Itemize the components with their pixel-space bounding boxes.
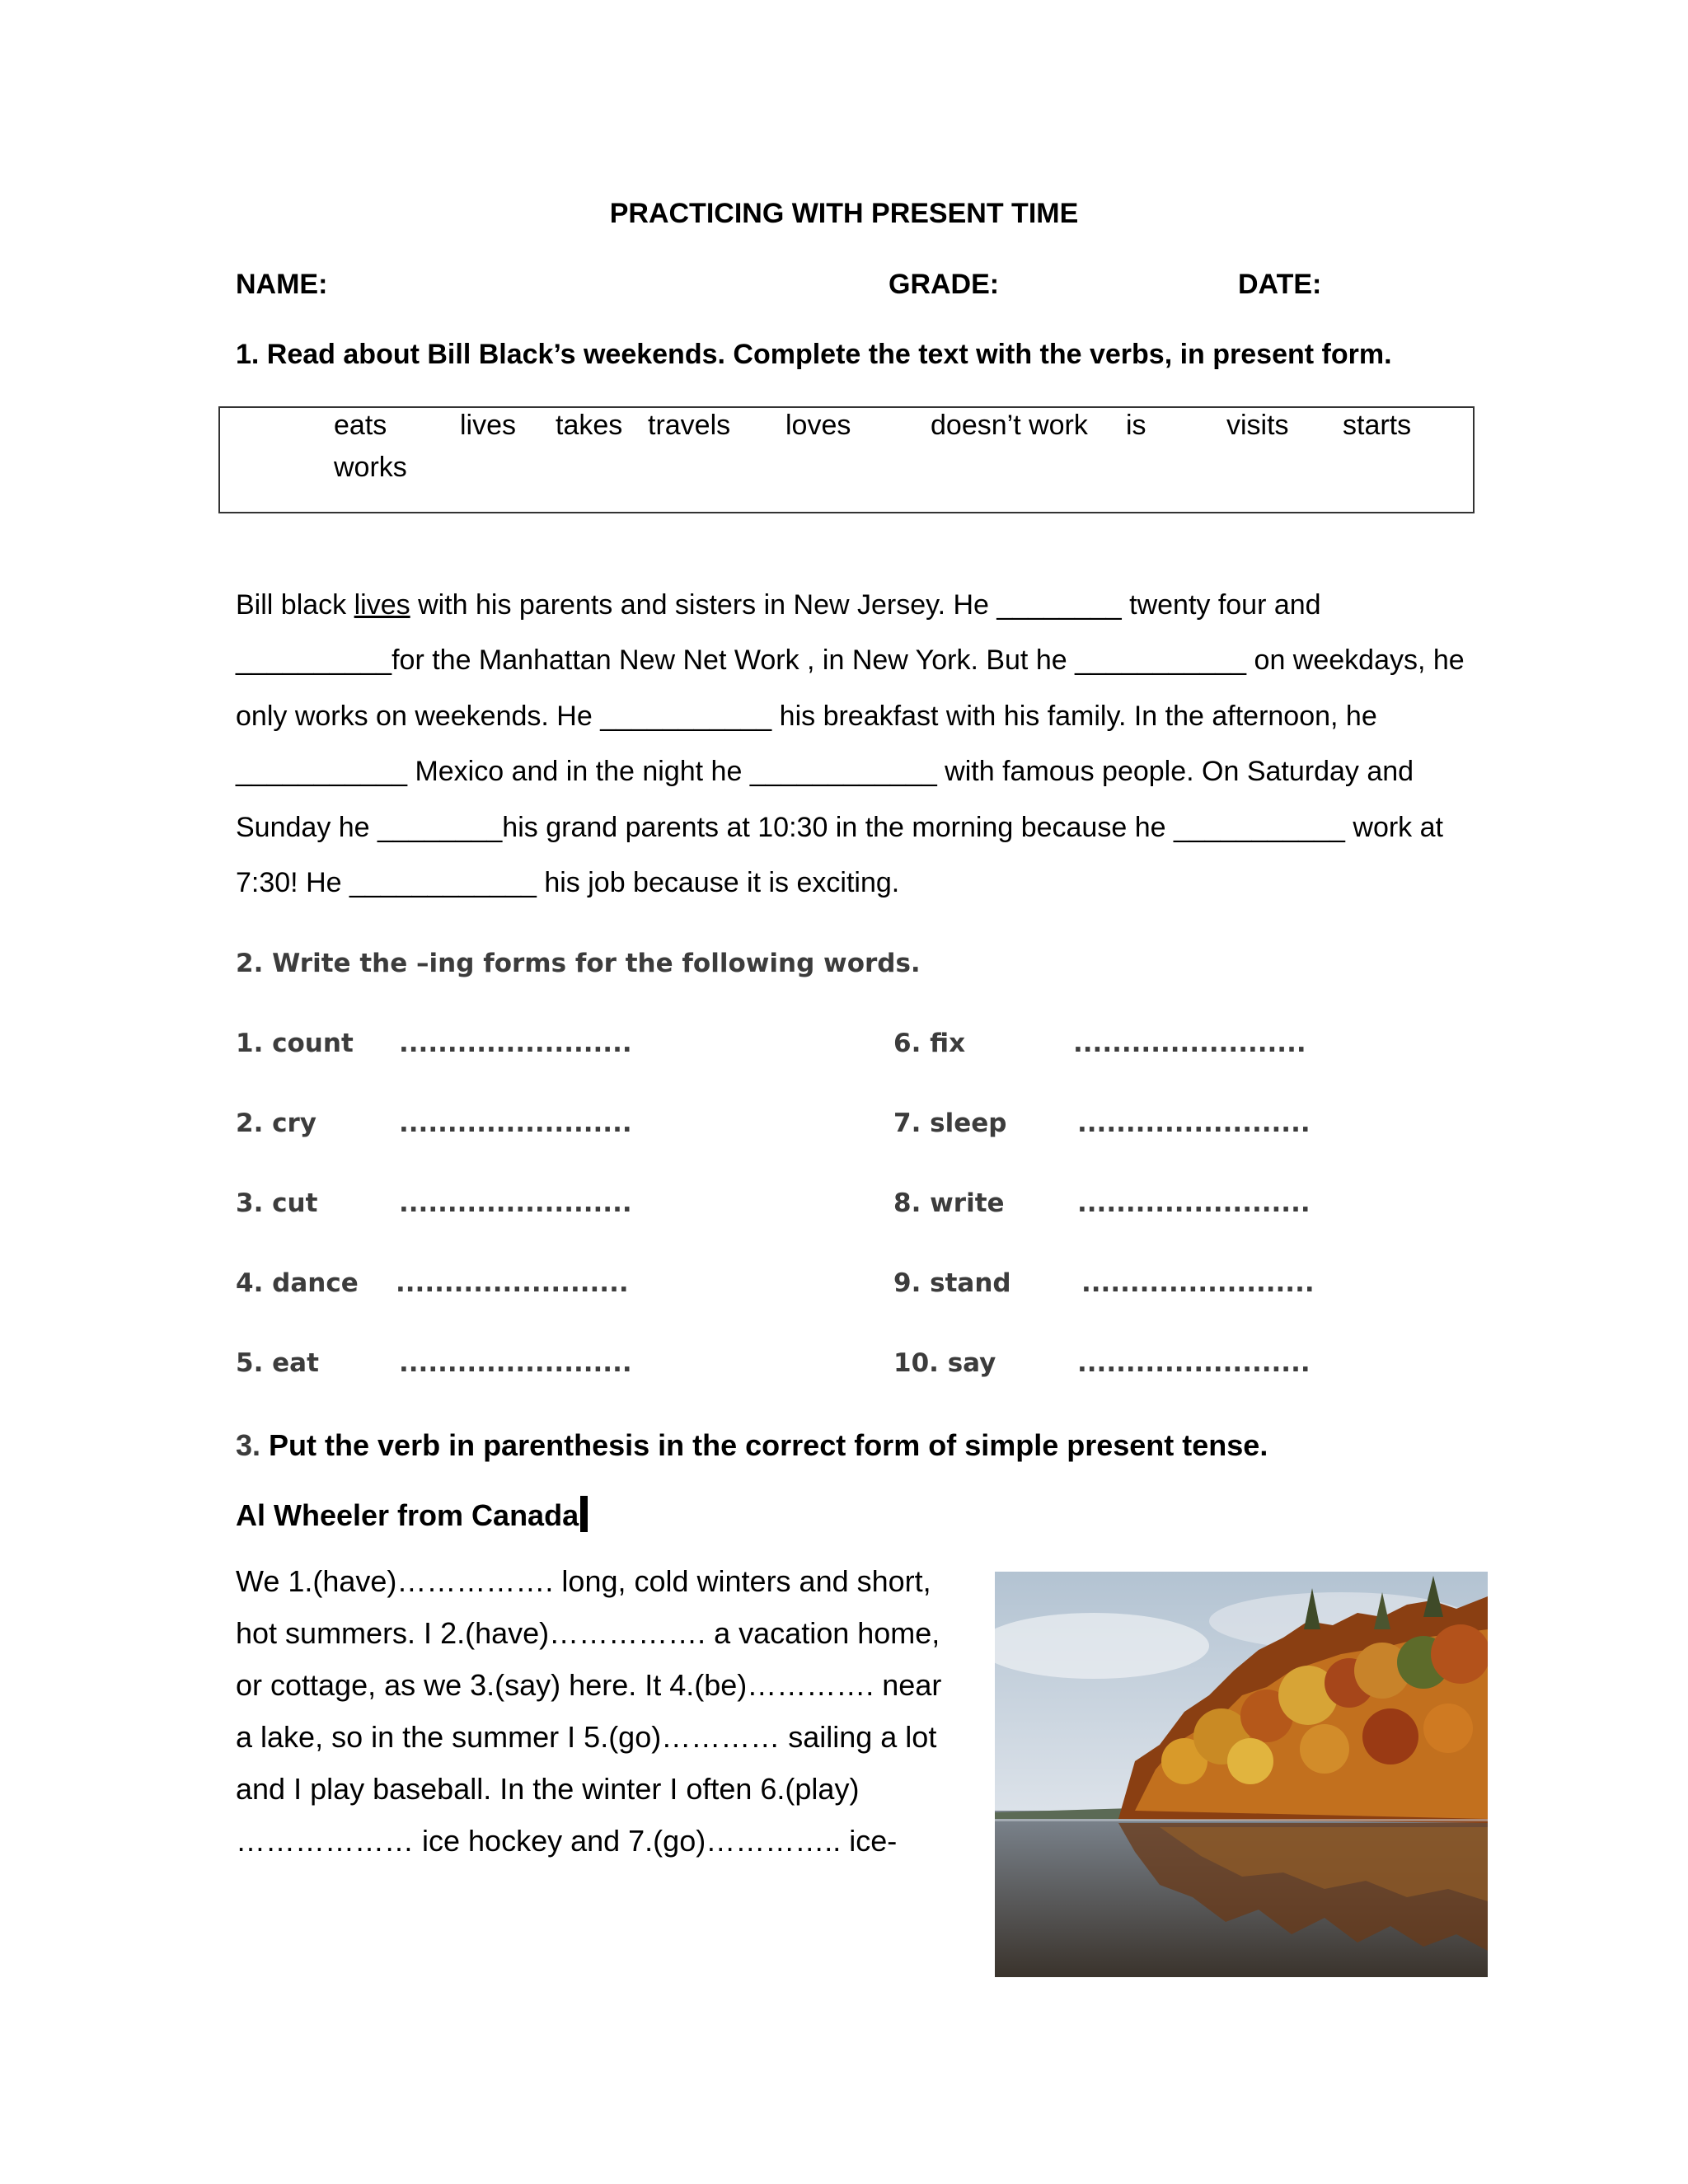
- word-item: 6. fix: [893, 1029, 966, 1058]
- section3-subtitle: [236, 1496, 588, 1533]
- word-bank-item: works: [334, 452, 407, 483]
- answer-dots: ........................: [399, 1348, 632, 1378]
- answer-dots: ........................: [1081, 1268, 1315, 1298]
- worksheet-title: PRACTICING WITH PRESENT TIME: [609, 198, 1079, 229]
- word-item: 1. count: [236, 1029, 354, 1058]
- word-item: 9. stand: [893, 1268, 1011, 1298]
- paragraph-line: ___________ Mexico and in the night he ____________ with famous people. On Saturday and: [236, 756, 1414, 787]
- autumn-lake-photo: [995, 1572, 1488, 1977]
- exercise-line: and I play baseball. In the winter I often 6.(play): [236, 1772, 860, 1806]
- date-label: DATE:: [1238, 269, 1322, 300]
- answer-dots: ........................: [1077, 1348, 1311, 1378]
- word-bank-item: eats: [334, 410, 387, 441]
- word-item: 2. cry: [236, 1108, 317, 1138]
- text-segment: Bill black: [236, 589, 354, 621]
- answer-dots: ........................: [1073, 1029, 1306, 1058]
- paragraph-line: 7:30! He ____________ his job because it is exciting.: [236, 867, 900, 898]
- word-bank-item: visits: [1226, 410, 1289, 441]
- answer-dots: ........................: [399, 1188, 632, 1218]
- name-label: NAME:: [236, 269, 328, 300]
- exercise-line: a lake, so in the summer I 5.(go)………… sailing a lot: [236, 1720, 937, 1754]
- word-item: 7. sleep: [893, 1108, 1007, 1138]
- word-item: 10. say: [893, 1348, 996, 1378]
- exercise-line: or cottage, as we 3.(say) here. It 4.(be)…………. near: [236, 1668, 942, 1702]
- answer-dots: ........................: [1077, 1108, 1311, 1138]
- word-bank-item: starts: [1343, 410, 1412, 441]
- paragraph-line: __________for the Manhattan New Net Work , in New York. But he ___________ on weekdays, he: [236, 644, 1465, 676]
- section1-instruction: 1. Read about Bill Black’s weekends. Complete the text with the verbs, in present form.: [236, 339, 1392, 370]
- section2-instruction: 2. Write the –ing forms for the following words.: [236, 949, 921, 978]
- word-item: 3. cut: [236, 1188, 318, 1218]
- example-answer: lives: [354, 589, 410, 621]
- grade-label: GRADE:: [889, 269, 1000, 300]
- subtitle-text: Al Wheeler from Canada: [236, 1498, 579, 1532]
- exercise-line: ……………… ice hockey and 7.(go)………….. ice-: [236, 1824, 898, 1858]
- paragraph-line: only works on weekends. He ___________ his breakfast with his family. In the afternoon, he: [236, 701, 1377, 732]
- word-bank-item: takes: [556, 410, 623, 441]
- word-bank-item: is: [1126, 410, 1146, 441]
- answer-dots: ........................: [399, 1029, 632, 1058]
- text-segment: with his parents and sisters in New Jersey. He ________ twenty four and: [410, 589, 1321, 621]
- word-item: 5. eat: [236, 1348, 319, 1378]
- text-cursor: [580, 1496, 588, 1532]
- section3-instruction: [236, 1428, 1268, 1463]
- answer-dots: ........................: [399, 1108, 632, 1138]
- answer-dots: ........................: [1077, 1188, 1311, 1218]
- word-item: 4. dance: [236, 1268, 359, 1298]
- answer-dots: ........................: [396, 1268, 629, 1298]
- word-bank-item: travels: [648, 410, 731, 441]
- exercise-line: We 1.(have)……………. long, cold winters and short,: [236, 1564, 931, 1598]
- instruction-text: Put the verb in parenthesis in the correct form of simple present tense.: [260, 1428, 1268, 1462]
- exercise-line: hot summers. I 2.(have)……………. a vacation home,: [236, 1616, 940, 1650]
- word-bank-item: lives: [460, 410, 517, 441]
- word-item: 8. write: [893, 1188, 1005, 1218]
- word-bank-item: loves: [785, 410, 851, 441]
- word-bank-item: doesn’t work: [931, 410, 1088, 441]
- section-number: 3.: [236, 1428, 261, 1462]
- paragraph-line: Sunday he ________his grand parents at 10:30 in the morning because he ___________ work at: [236, 812, 1443, 843]
- paragraph-line: [236, 589, 1321, 621]
